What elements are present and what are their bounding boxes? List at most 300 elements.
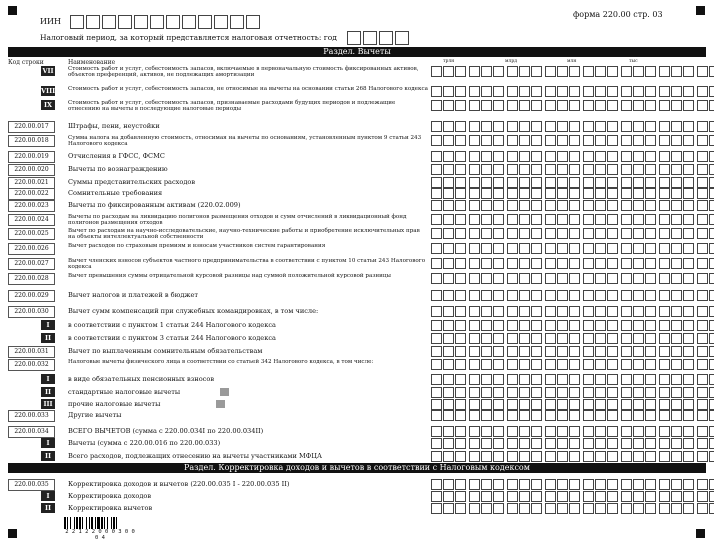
- amount-cell[interactable]: [671, 121, 682, 132]
- amount-cell[interactable]: [633, 374, 644, 385]
- amount-cell[interactable]: [607, 258, 618, 269]
- amount-cell[interactable]: [683, 121, 694, 132]
- amount-cell[interactable]: [443, 100, 454, 111]
- amount-cell[interactable]: [671, 214, 682, 225]
- amount-cell[interactable]: [697, 387, 708, 398]
- amount-cell[interactable]: [481, 258, 492, 269]
- amount-cell[interactable]: [607, 214, 618, 225]
- amount-cell[interactable]: [569, 100, 580, 111]
- amount-cell[interactable]: [443, 121, 454, 132]
- amount-cell[interactable]: [709, 333, 714, 344]
- amount-cell[interactable]: [709, 387, 714, 398]
- amount-cell[interactable]: [659, 228, 670, 239]
- amount-cell[interactable]: [595, 290, 606, 301]
- amount-cell[interactable]: [621, 410, 632, 421]
- amount-cell[interactable]: [683, 374, 694, 385]
- amount-cell[interactable]: [493, 306, 504, 317]
- amount-cell[interactable]: [557, 200, 568, 211]
- amount-cell[interactable]: [709, 214, 714, 225]
- amount-cell[interactable]: [659, 438, 670, 449]
- amount-cell[interactable]: [545, 164, 556, 175]
- amount-cell[interactable]: [557, 228, 568, 239]
- amount-cell[interactable]: [583, 333, 594, 344]
- amount-cell[interactable]: [683, 479, 694, 490]
- amount-cell[interactable]: [455, 320, 466, 331]
- amount-cell[interactable]: [507, 410, 518, 421]
- amount-cell[interactable]: [519, 135, 530, 146]
- amount-cell[interactable]: [507, 243, 518, 254]
- amount-cell[interactable]: [645, 258, 656, 269]
- amount-cell[interactable]: [431, 503, 442, 514]
- amount-cell[interactable]: [519, 479, 530, 490]
- amount-cell[interactable]: [493, 374, 504, 385]
- amount-cell[interactable]: [569, 374, 580, 385]
- amount-cell[interactable]: [493, 177, 504, 188]
- amount-cell[interactable]: [659, 479, 670, 490]
- amount-cell[interactable]: [443, 214, 454, 225]
- amount-cell[interactable]: [607, 503, 618, 514]
- amount-cell[interactable]: [633, 346, 644, 357]
- amount-cell[interactable]: [607, 121, 618, 132]
- amount-cell[interactable]: [697, 151, 708, 162]
- amount-cell[interactable]: [531, 306, 542, 317]
- amount-cell[interactable]: [531, 151, 542, 162]
- amount-cell[interactable]: [455, 258, 466, 269]
- amount-cell[interactable]: [455, 359, 466, 370]
- amount-cell[interactable]: [607, 66, 618, 77]
- amount-cell[interactable]: [493, 164, 504, 175]
- amount-cell[interactable]: [709, 258, 714, 269]
- amount-cell[interactable]: [545, 290, 556, 301]
- amount-cell[interactable]: [583, 100, 594, 111]
- amount-cell[interactable]: [455, 503, 466, 514]
- amount-cell[interactable]: [557, 426, 568, 437]
- amount-cell[interactable]: [683, 438, 694, 449]
- amount-cell[interactable]: [481, 273, 492, 284]
- amount-cell[interactable]: [709, 243, 714, 254]
- amount-cell[interactable]: [683, 359, 694, 370]
- amount-cell[interactable]: [557, 479, 568, 490]
- amount-cell[interactable]: [659, 410, 670, 421]
- amount-cell[interactable]: [659, 426, 670, 437]
- amount-cell[interactable]: [633, 387, 644, 398]
- amount-cell[interactable]: [481, 200, 492, 211]
- amount-cell[interactable]: [481, 503, 492, 514]
- amount-cell[interactable]: [671, 387, 682, 398]
- amount-cell[interactable]: [645, 387, 656, 398]
- amount-cell[interactable]: [697, 320, 708, 331]
- amount-cell[interactable]: [697, 121, 708, 132]
- amount-cell[interactable]: [519, 188, 530, 199]
- amount-cell[interactable]: [519, 491, 530, 502]
- amount-cell[interactable]: [569, 410, 580, 421]
- amount-cell[interactable]: [469, 374, 480, 385]
- amount-cell[interactable]: [569, 426, 580, 437]
- amount-cell[interactable]: [595, 228, 606, 239]
- amount-cell[interactable]: [557, 164, 568, 175]
- amount-cell[interactable]: [531, 258, 542, 269]
- amount-cell[interactable]: [607, 438, 618, 449]
- amount-cell[interactable]: [645, 491, 656, 502]
- amount-cell[interactable]: [569, 503, 580, 514]
- amount-cell[interactable]: [621, 86, 632, 97]
- amount-cell[interactable]: [443, 346, 454, 357]
- amount-cell[interactable]: [481, 228, 492, 239]
- amount-cell[interactable]: [469, 503, 480, 514]
- amount-cell[interactable]: [507, 399, 518, 410]
- amount-cell[interactable]: [443, 399, 454, 410]
- amount-cell[interactable]: [583, 151, 594, 162]
- amount-cell[interactable]: [671, 333, 682, 344]
- amount-cell[interactable]: [443, 359, 454, 370]
- amount-cell[interactable]: [659, 320, 670, 331]
- amount-cell[interactable]: [683, 86, 694, 97]
- amount-cell[interactable]: [607, 306, 618, 317]
- amount-cell[interactable]: [595, 258, 606, 269]
- amount-cell[interactable]: [481, 320, 492, 331]
- amount-cell[interactable]: [683, 346, 694, 357]
- amount-cell[interactable]: [659, 346, 670, 357]
- amount-cell[interactable]: [659, 164, 670, 175]
- amount-cell[interactable]: [607, 177, 618, 188]
- amount-cell[interactable]: [645, 290, 656, 301]
- amount-cell[interactable]: [709, 346, 714, 357]
- amount-cell[interactable]: [493, 410, 504, 421]
- amount-cell[interactable]: [469, 290, 480, 301]
- amount-cell[interactable]: [671, 451, 682, 462]
- amount-cell[interactable]: [545, 306, 556, 317]
- amount-cell[interactable]: [545, 243, 556, 254]
- amount-cell[interactable]: [493, 387, 504, 398]
- amount-cell[interactable]: [531, 228, 542, 239]
- amount-cell[interactable]: [683, 399, 694, 410]
- amount-cell[interactable]: [659, 121, 670, 132]
- amount-cell[interactable]: [557, 66, 568, 77]
- amount-cell[interactable]: [493, 258, 504, 269]
- amount-cell[interactable]: [709, 426, 714, 437]
- amount-cell[interactable]: [507, 387, 518, 398]
- amount-cell[interactable]: [583, 121, 594, 132]
- amount-cell[interactable]: [493, 66, 504, 77]
- amount-cell[interactable]: [531, 399, 542, 410]
- amount-cell[interactable]: [557, 135, 568, 146]
- amount-cell[interactable]: [583, 177, 594, 188]
- amount-cell[interactable]: [645, 177, 656, 188]
- amount-cell[interactable]: [545, 200, 556, 211]
- amount-cell[interactable]: [481, 346, 492, 357]
- amount-cell[interactable]: [545, 228, 556, 239]
- amount-cell[interactable]: [621, 273, 632, 284]
- amount-cell[interactable]: [443, 387, 454, 398]
- amount-cell[interactable]: [545, 399, 556, 410]
- amount-cell[interactable]: [481, 100, 492, 111]
- amount-cell[interactable]: [671, 151, 682, 162]
- amount-cell[interactable]: [507, 258, 518, 269]
- amount-cell[interactable]: [583, 306, 594, 317]
- amount-cell[interactable]: [569, 86, 580, 97]
- amount-cell[interactable]: [507, 359, 518, 370]
- amount-cell[interactable]: [469, 135, 480, 146]
- amount-cell[interactable]: [531, 359, 542, 370]
- amount-cell[interactable]: [443, 426, 454, 437]
- amount-cell[interactable]: [519, 66, 530, 77]
- amount-cell[interactable]: [645, 320, 656, 331]
- amount-cell[interactable]: [621, 451, 632, 462]
- amount-cell[interactable]: [557, 100, 568, 111]
- amount-cell[interactable]: [431, 258, 442, 269]
- amount-cell[interactable]: [455, 188, 466, 199]
- amount-cell[interactable]: [545, 333, 556, 344]
- amount-cell[interactable]: [557, 188, 568, 199]
- amount-cell[interactable]: [507, 164, 518, 175]
- amount-cell[interactable]: [709, 200, 714, 211]
- amount-cell[interactable]: [519, 359, 530, 370]
- amount-cell[interactable]: [645, 306, 656, 317]
- amount-cell[interactable]: [431, 359, 442, 370]
- amount-cell[interactable]: [431, 374, 442, 385]
- amount-cell[interactable]: [583, 374, 594, 385]
- amount-cell[interactable]: [595, 451, 606, 462]
- amount-cell[interactable]: [431, 214, 442, 225]
- amount-cell[interactable]: [607, 290, 618, 301]
- amount-cell[interactable]: [621, 290, 632, 301]
- amount-cell[interactable]: [557, 273, 568, 284]
- amount-cell[interactable]: [633, 66, 644, 77]
- amount-cell[interactable]: [431, 426, 442, 437]
- amount-cell[interactable]: [569, 121, 580, 132]
- amount-cell[interactable]: [633, 200, 644, 211]
- amount-cell[interactable]: [709, 438, 714, 449]
- amount-cell[interactable]: [645, 164, 656, 175]
- amount-cell[interactable]: [633, 121, 644, 132]
- amount-cell[interactable]: [493, 399, 504, 410]
- amount-cell[interactable]: [671, 100, 682, 111]
- amount-cell[interactable]: [557, 121, 568, 132]
- amount-cell[interactable]: [469, 333, 480, 344]
- amount-cell[interactable]: [507, 214, 518, 225]
- amount-cell[interactable]: [697, 479, 708, 490]
- amount-cell[interactable]: [645, 66, 656, 77]
- amount-cell[interactable]: [569, 346, 580, 357]
- amount-cell[interactable]: [659, 86, 670, 97]
- amount-cell[interactable]: [697, 374, 708, 385]
- amount-cell[interactable]: [583, 228, 594, 239]
- amount-cell[interactable]: [481, 479, 492, 490]
- amount-cell[interactable]: [469, 243, 480, 254]
- amount-cell[interactable]: [507, 151, 518, 162]
- amount-cell[interactable]: [645, 346, 656, 357]
- amount-cell[interactable]: [443, 290, 454, 301]
- amount-cell[interactable]: [683, 200, 694, 211]
- amount-cell[interactable]: [633, 258, 644, 269]
- amount-cell[interactable]: [519, 333, 530, 344]
- amount-cell[interactable]: [709, 188, 714, 199]
- amount-cell[interactable]: [507, 503, 518, 514]
- amount-cell[interactable]: [697, 399, 708, 410]
- amount-cell[interactable]: [557, 410, 568, 421]
- amount-cell[interactable]: [595, 438, 606, 449]
- amount-cell[interactable]: [621, 66, 632, 77]
- amount-cell[interactable]: [431, 290, 442, 301]
- amount-cell[interactable]: [519, 121, 530, 132]
- amount-cell[interactable]: [557, 177, 568, 188]
- amount-cell[interactable]: [507, 86, 518, 97]
- amount-cell[interactable]: [443, 306, 454, 317]
- amount-cell[interactable]: [621, 164, 632, 175]
- amount-cell[interactable]: [531, 479, 542, 490]
- amount-cell[interactable]: [633, 164, 644, 175]
- amount-cell[interactable]: [431, 200, 442, 211]
- amount-cell[interactable]: [645, 151, 656, 162]
- amount-cell[interactable]: [469, 426, 480, 437]
- amount-cell[interactable]: [481, 66, 492, 77]
- amount-cell[interactable]: [621, 121, 632, 132]
- amount-cell[interactable]: [431, 387, 442, 398]
- amount-cell[interactable]: [519, 214, 530, 225]
- amount-cell[interactable]: [595, 121, 606, 132]
- amount-cell[interactable]: [621, 374, 632, 385]
- amount-cell[interactable]: [607, 479, 618, 490]
- amount-cell[interactable]: [671, 306, 682, 317]
- amount-cell[interactable]: [671, 426, 682, 437]
- amount-cell[interactable]: [659, 214, 670, 225]
- amount-cell[interactable]: [507, 491, 518, 502]
- amount-cell[interactable]: [545, 503, 556, 514]
- amount-cell[interactable]: [507, 374, 518, 385]
- amount-cell[interactable]: [659, 503, 670, 514]
- amount-cell[interactable]: [443, 151, 454, 162]
- amount-cell[interactable]: [545, 410, 556, 421]
- amount-cell[interactable]: [531, 410, 542, 421]
- amount-cell[interactable]: [633, 479, 644, 490]
- amount-cell[interactable]: [469, 258, 480, 269]
- amount-cell[interactable]: [455, 410, 466, 421]
- amount-cell[interactable]: [621, 479, 632, 490]
- amount-cell[interactable]: [545, 438, 556, 449]
- amount-cell[interactable]: [709, 374, 714, 385]
- amount-cell[interactable]: [507, 100, 518, 111]
- amount-cell[interactable]: [481, 164, 492, 175]
- amount-cell[interactable]: [531, 374, 542, 385]
- amount-cell[interactable]: [507, 290, 518, 301]
- amount-cell[interactable]: [519, 243, 530, 254]
- amount-cell[interactable]: [595, 359, 606, 370]
- amount-cell[interactable]: [595, 426, 606, 437]
- amount-cell[interactable]: [697, 503, 708, 514]
- amount-cell[interactable]: [671, 491, 682, 502]
- amount-cell[interactable]: [659, 491, 670, 502]
- amount-cell[interactable]: [431, 135, 442, 146]
- amount-cell[interactable]: [557, 320, 568, 331]
- amount-cell[interactable]: [633, 359, 644, 370]
- input-cell[interactable]: [379, 31, 393, 45]
- amount-cell[interactable]: [545, 451, 556, 462]
- amount-cell[interactable]: [621, 399, 632, 410]
- amount-cell[interactable]: [633, 290, 644, 301]
- amount-cell[interactable]: [659, 100, 670, 111]
- amount-cell[interactable]: [607, 100, 618, 111]
- amount-cell[interactable]: [469, 177, 480, 188]
- amount-cell[interactable]: [633, 410, 644, 421]
- amount-cell[interactable]: [697, 188, 708, 199]
- amount-cell[interactable]: [469, 410, 480, 421]
- amount-cell[interactable]: [607, 188, 618, 199]
- amount-cell[interactable]: [671, 243, 682, 254]
- amount-cell[interactable]: [545, 100, 556, 111]
- amount-cell[interactable]: [709, 121, 714, 132]
- amount-cell[interactable]: [519, 258, 530, 269]
- amount-cell[interactable]: [671, 177, 682, 188]
- amount-cell[interactable]: [607, 399, 618, 410]
- amount-cell[interactable]: [443, 228, 454, 239]
- amount-cell[interactable]: [569, 399, 580, 410]
- amount-cell[interactable]: [607, 135, 618, 146]
- amount-cell[interactable]: [569, 479, 580, 490]
- amount-cell[interactable]: [557, 346, 568, 357]
- amount-cell[interactable]: [469, 164, 480, 175]
- amount-cell[interactable]: [481, 243, 492, 254]
- amount-cell[interactable]: [493, 188, 504, 199]
- amount-cell[interactable]: [431, 491, 442, 502]
- amount-cell[interactable]: [443, 503, 454, 514]
- amount-cell[interactable]: [569, 320, 580, 331]
- amount-cell[interactable]: [659, 387, 670, 398]
- amount-cell[interactable]: [659, 151, 670, 162]
- amount-cell[interactable]: [709, 479, 714, 490]
- amount-cell[interactable]: [481, 438, 492, 449]
- amount-cell[interactable]: [633, 491, 644, 502]
- amount-cell[interactable]: [455, 273, 466, 284]
- amount-cell[interactable]: [519, 438, 530, 449]
- amount-cell[interactable]: [645, 399, 656, 410]
- amount-cell[interactable]: [583, 387, 594, 398]
- amount-cell[interactable]: [583, 290, 594, 301]
- amount-cell[interactable]: [659, 135, 670, 146]
- amount-cell[interactable]: [443, 188, 454, 199]
- amount-cell[interactable]: [469, 346, 480, 357]
- amount-cell[interactable]: [659, 374, 670, 385]
- amount-cell[interactable]: [659, 359, 670, 370]
- amount-cell[interactable]: [469, 306, 480, 317]
- amount-cell[interactable]: [621, 320, 632, 331]
- amount-cell[interactable]: [671, 320, 682, 331]
- amount-cell[interactable]: [607, 273, 618, 284]
- amount-cell[interactable]: [569, 135, 580, 146]
- amount-cell[interactable]: [697, 164, 708, 175]
- amount-cell[interactable]: [507, 188, 518, 199]
- amount-cell[interactable]: [583, 243, 594, 254]
- amount-cell[interactable]: [455, 426, 466, 437]
- amount-cell[interactable]: [569, 164, 580, 175]
- amount-cell[interactable]: [645, 135, 656, 146]
- amount-cell[interactable]: [519, 387, 530, 398]
- amount-cell[interactable]: [633, 451, 644, 462]
- amount-cell[interactable]: [583, 214, 594, 225]
- amount-cell[interactable]: [431, 177, 442, 188]
- amount-cell[interactable]: [633, 333, 644, 344]
- amount-cell[interactable]: [595, 243, 606, 254]
- amount-cell[interactable]: [531, 438, 542, 449]
- amount-cell[interactable]: [493, 151, 504, 162]
- amount-cell[interactable]: [595, 135, 606, 146]
- amount-cell[interactable]: [645, 426, 656, 437]
- amount-cell[interactable]: [431, 164, 442, 175]
- amount-cell[interactable]: [671, 290, 682, 301]
- amount-cell[interactable]: [621, 438, 632, 449]
- amount-cell[interactable]: [493, 346, 504, 357]
- amount-cell[interactable]: [493, 479, 504, 490]
- amount-cell[interactable]: [557, 387, 568, 398]
